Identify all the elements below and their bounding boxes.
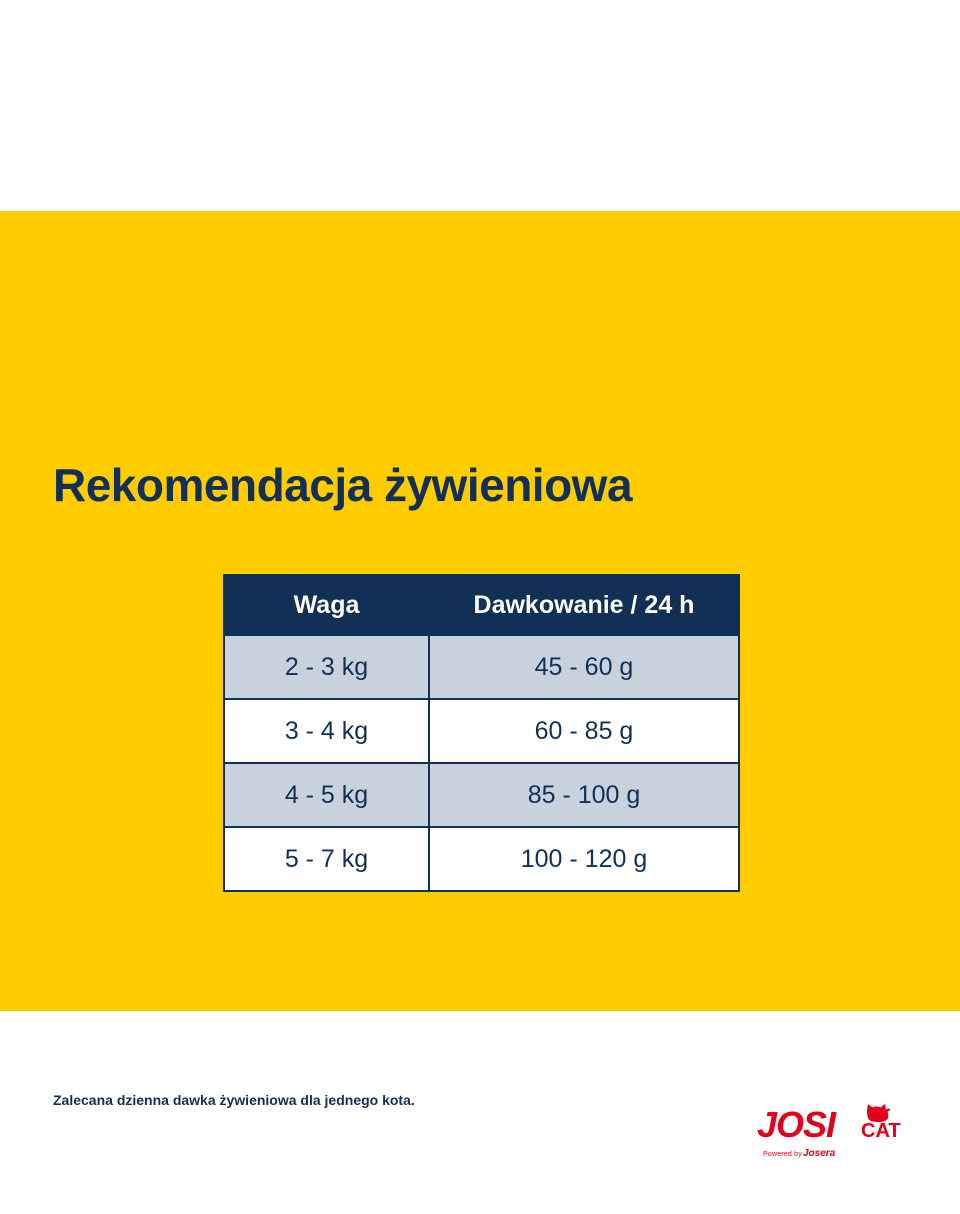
footnote-text: Zalecana dzienna dawka żywieniowa dla jednego kota. (53, 1092, 415, 1108)
cell-weight: 3 - 4 kg (224, 699, 429, 763)
cell-weight: 4 - 5 kg (224, 763, 429, 827)
table-header-row (224, 575, 739, 635)
logo-powered-by-text: Powered by (763, 1151, 802, 1158)
cell-dosage: 60 - 85 g (429, 699, 739, 763)
logo-parent-brand-text: Josera (803, 1148, 836, 1159)
table-row (224, 763, 739, 827)
column-header-dosage: Dawkowanie / 24 h (429, 575, 739, 635)
logo-cat-text: CAT (861, 1120, 901, 1142)
table-row (224, 827, 739, 891)
cell-dosage: 85 - 100 g (429, 763, 739, 827)
column-header-weight: Waga (224, 575, 429, 635)
cell-dosage: 45 - 60 g (429, 635, 739, 699)
page-title: Rekomendacja żywieniowa (53, 459, 633, 511)
logo-brand-text: JOSI (757, 1104, 836, 1145)
nutrition-panel (0, 211, 960, 1159)
dosage-table (223, 574, 740, 892)
cell-dosage: 100 - 120 g (429, 827, 739, 891)
table-row (224, 635, 739, 699)
dosage-table-container (223, 574, 738, 892)
cell-weight: 2 - 3 kg (224, 635, 429, 699)
cell-weight: 5 - 7 kg (224, 827, 429, 891)
josicat-logo (757, 1104, 905, 1167)
table-row (224, 699, 739, 763)
